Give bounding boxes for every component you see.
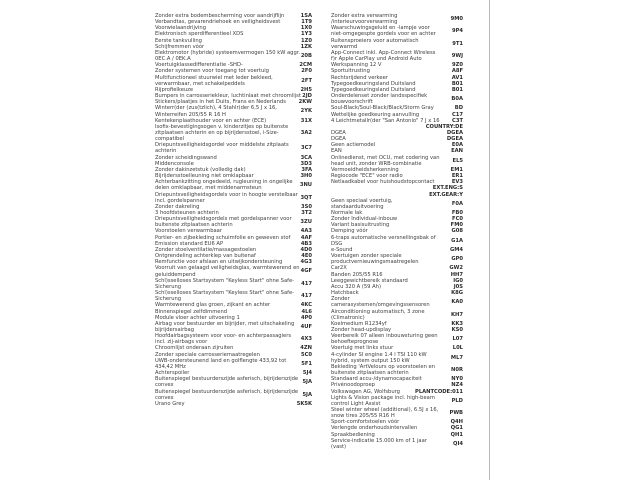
equipment-description: Zonder extra bodembescherming voor aandrijflijn bbox=[155, 13, 285, 19]
equipment-description: EAN bbox=[331, 148, 342, 155]
equipment-description: Zonder speciale carrosseriemaatregelen bbox=[155, 351, 260, 358]
equipment-code: 4L6 bbox=[301, 308, 312, 315]
equipment-description: Ontgrendeling achterklep van buitenaf bbox=[155, 253, 256, 260]
equipment-description: Geen actiemodel bbox=[331, 142, 376, 149]
equipment-code: G08 bbox=[451, 228, 463, 235]
equipment-code: 4B3 bbox=[300, 240, 312, 247]
equipment-code: 4X3 bbox=[300, 336, 312, 343]
equipment-code: 2JD bbox=[302, 93, 312, 100]
equipment-description: Volkswagen AG, Wolfsburg bbox=[331, 388, 400, 395]
equipment-description: Soul-Black/Soul-Black/Black/Storm Gray bbox=[331, 105, 434, 112]
equipment-code: N0R bbox=[451, 366, 463, 373]
equipment-description: Leeggewichtbereik standaard bbox=[331, 277, 408, 284]
equipment-description: Koelmedium R1234yf bbox=[331, 320, 387, 327]
equipment-code: 3D3 bbox=[300, 160, 312, 167]
equipment-description: Bumpers in carrosseriekleur, luchtinlaat met chroomlijst bbox=[155, 93, 301, 100]
equipment-code: 4AF bbox=[300, 234, 312, 241]
equipment-description: Ruitensproeiers voor automatisch verwarmd bbox=[331, 37, 419, 50]
equipment-description: Kentekenplaathouder voor en achter (ECE) bbox=[155, 117, 267, 124]
equipment-code: 2F0 bbox=[301, 68, 312, 75]
equipment-code: 3S0 bbox=[301, 203, 312, 210]
equipment-row bbox=[155, 50, 312, 62]
equipment-description: Buitenspiegel bestuurderszijde asferisch, bijrijderszijde convex bbox=[155, 376, 299, 389]
equipment-code: 5F1 bbox=[301, 360, 312, 367]
equipment-code: 4ZN bbox=[300, 345, 312, 352]
equipment-row bbox=[331, 93, 463, 105]
equipment-description: Onderdelenset zonder landsspecifiek bouwvoorschrift bbox=[331, 93, 428, 106]
equipment-description: Werkspanning 12 V bbox=[331, 62, 382, 69]
equipment-description: Voorstoelen verwarmbaar bbox=[155, 228, 222, 235]
equipment-code: 9WJ bbox=[451, 53, 463, 60]
equipment-description: Veerbereik 07 alleen inbouwsturing geen behoefteprognose bbox=[331, 333, 438, 346]
equipment-description: Driepuntsveiligheidsgordels voor in hoogte verstelbaar incl. gordelspanner bbox=[155, 191, 298, 204]
equipment-row bbox=[331, 296, 463, 308]
equipment-row bbox=[155, 179, 312, 191]
equipment-row bbox=[331, 333, 463, 345]
equipment-row bbox=[155, 389, 312, 401]
equipment-description: Regiocode "ECE" voor radio bbox=[331, 173, 403, 180]
equipment-description: Warmtewerend glas groen, zijkant en achter bbox=[155, 302, 271, 309]
equipment-code: 9M0 bbox=[450, 16, 463, 23]
equipment-row bbox=[331, 352, 463, 364]
equipment-code: DGEA bbox=[446, 136, 463, 143]
equipment-row bbox=[155, 265, 312, 277]
equipment-description: 6-traps automatische versnellingsbak of DSG bbox=[331, 234, 436, 247]
equipment-description: Hoofdairbagsysteem voor voor- en achterpassagiers incl. zij-airbags voor bbox=[155, 333, 292, 346]
equipment-description: Car2X bbox=[331, 265, 347, 272]
equipment-code: B01 bbox=[451, 80, 463, 87]
equipment-row bbox=[331, 364, 463, 376]
equipment-description: Banden 205/55 R16 bbox=[331, 271, 383, 278]
equipment-code: KS0 bbox=[451, 326, 463, 333]
equipment-row bbox=[331, 155, 463, 167]
equipment-code: 1Y3 bbox=[301, 31, 312, 38]
equipment-code: PLANTCODE:011 bbox=[415, 388, 463, 395]
equipment-description: DGEA bbox=[331, 129, 346, 136]
equipment-code: IG0 bbox=[453, 277, 463, 284]
equipment-code: 4A3 bbox=[300, 228, 312, 235]
equipment-description: Voertuig met links stuur bbox=[331, 345, 394, 352]
equipment-row bbox=[155, 401, 312, 407]
equipment-code: 4D0 bbox=[300, 246, 312, 253]
equipment-code: 1T9 bbox=[301, 19, 312, 26]
equipment-code: EV3 bbox=[451, 179, 463, 186]
equipment-row bbox=[155, 124, 312, 142]
equipment-description: Service-indicatie 15.000 km of 1 jaar (vast) bbox=[331, 437, 427, 450]
equipment-row bbox=[155, 216, 312, 228]
equipment-code: 3A2 bbox=[300, 129, 312, 136]
equipment-code: DGEA bbox=[446, 129, 463, 136]
equipment-description: Onlinedienst, met OCU, met codering van head unit, zonder WRB-combinatie bbox=[331, 154, 440, 167]
equipment-code: FC0 bbox=[452, 216, 463, 223]
equipment-description: Normale lak bbox=[331, 210, 363, 216]
equipment-code: 1X0 bbox=[300, 25, 312, 32]
equipment-row bbox=[331, 395, 463, 407]
equipment-row bbox=[155, 333, 312, 345]
equipment-description: Demping vóór bbox=[331, 228, 368, 235]
equipment-description: Winterr(der (zus(tzlich), 4 Stahlr(der 6,5 J x 16, Winterreifen 205/55 R 16 H bbox=[155, 105, 277, 118]
equipment-code: 20B bbox=[300, 53, 312, 60]
equipment-code: PWB bbox=[449, 410, 463, 417]
equipment-code: 2H5 bbox=[300, 86, 312, 93]
equipment-code: ER1 bbox=[451, 173, 463, 180]
equipment-code: GM4 bbox=[449, 246, 463, 253]
equipment-description: 4-cylinder SI engine 1.4 l TSI 110 kW hybrid, system output 150 kW bbox=[331, 351, 427, 364]
equipment-code: C3T bbox=[452, 117, 463, 124]
equipment-code: 4E0 bbox=[301, 253, 312, 260]
equipment-code: EAN bbox=[451, 148, 463, 155]
equipment-code: ML7 bbox=[450, 354, 463, 361]
equipment-row bbox=[331, 50, 463, 62]
equipment-row bbox=[155, 376, 312, 388]
equipment-code: PLD bbox=[451, 397, 463, 404]
equipment-code: 31X bbox=[300, 117, 312, 124]
equipment-code: AV1 bbox=[451, 74, 463, 81]
equipment-description: Zonder head-updisplay bbox=[331, 326, 392, 333]
equipment-code: 5JA bbox=[302, 379, 312, 386]
equipment-description: Bijrijdersstoelleuning niet omklapbaar bbox=[155, 173, 254, 180]
equipment-row bbox=[331, 38, 463, 50]
equipment-description: Binnenspiegel zelfdimmend bbox=[155, 308, 228, 315]
equipment-code: G1A bbox=[451, 237, 463, 244]
equipment-description: Typegoedkeuringsland Duitsland bbox=[331, 80, 416, 87]
equipment-code: 3T2 bbox=[301, 210, 312, 216]
equipment-description: Voertuigen zonder speciale productvernieuwingsmaatregelen bbox=[331, 253, 419, 266]
equipment-code: 3NU bbox=[299, 182, 312, 189]
equipment-row bbox=[155, 278, 312, 290]
equipment-description: e-Sound bbox=[331, 246, 353, 253]
equipment-row bbox=[331, 407, 463, 419]
equipment-code: F0A bbox=[451, 200, 463, 207]
equipment-description: Middenconsole bbox=[155, 160, 194, 167]
equipment-row bbox=[331, 235, 463, 247]
equipment-code: 3QT bbox=[300, 194, 312, 201]
equipment-description: Zonder dakreling bbox=[155, 203, 200, 210]
equipment-code: E0A bbox=[451, 142, 463, 149]
equipment-description: Zonder camerasystemen/omgevingssensoren bbox=[331, 296, 430, 309]
equipment-description: Lights & Vision package incl. high-beam control Light Assist bbox=[331, 394, 435, 407]
equipment-row bbox=[331, 438, 463, 450]
equipment-description: Schl)sselloses Startsystem "Keyless Start" ohne Safe-Sicherung bbox=[155, 290, 295, 303]
equipment-code: B01 bbox=[451, 86, 463, 93]
equipment-code: Q4H bbox=[450, 419, 463, 426]
equipment-code: 417 bbox=[301, 280, 312, 287]
equipment-code: A8F bbox=[451, 68, 463, 75]
equipment-code: 5K5K bbox=[296, 400, 312, 407]
equipment-description: Verlengde onderhoudsintervallen bbox=[331, 425, 418, 432]
equipment-row bbox=[155, 142, 312, 154]
equipment-description: Portier- en zijbekleding schuimfolie en geweven stof bbox=[155, 234, 291, 241]
equipment-description: Waarschuwingsgeluid en -lampje voor niet-omgegespte gordels voor en achter bbox=[331, 25, 436, 38]
equipment-code: NZ4 bbox=[451, 382, 463, 389]
equipment-code: 4P0 bbox=[300, 314, 312, 321]
equipment-description: DGEA bbox=[331, 136, 346, 143]
equipment-code: FM0 bbox=[450, 222, 463, 229]
equipment-code: 4UF bbox=[300, 323, 312, 330]
equipment-code: L0L bbox=[452, 345, 463, 352]
equipment-description: Geen speciaal voertuig, standaarduitvoering bbox=[331, 197, 393, 210]
equipment-description: Zonder extra verwarming /interieurvoorverwarming bbox=[331, 13, 398, 26]
page-divider bbox=[489, 0, 490, 480]
equipment-row bbox=[331, 253, 463, 265]
equipment-code: QH1 bbox=[450, 431, 463, 438]
equipment-description: Isofix-bevestigingsogen v. kinderzitjes op buitenste zitplaatsen achterin en op bijrijdersstoel, i-Size-compatibel bbox=[155, 123, 289, 143]
equipment-description: Voertuigklassedifferentiatie -SHD- bbox=[155, 62, 243, 69]
equipment-code: 5J4 bbox=[302, 370, 312, 377]
equipment-description: Buitenspiegel bestuurderszijde asferisch, bijrijderszijde convex bbox=[155, 388, 299, 401]
equipment-code: QG1 bbox=[450, 425, 463, 432]
equipment-code: EXT.ENG:S bbox=[432, 185, 463, 192]
equipment-description: Bekleding 'ArtVelours op voorstoelen en buitenste zitplaatsen achterin bbox=[331, 363, 436, 377]
equipment-code: 9T1 bbox=[452, 40, 463, 47]
equipment-code: 4GF bbox=[300, 268, 312, 275]
equipment-description: Steel winter wheel (additional), 6.5J x 16, snow tires 205/55 R16 H bbox=[331, 407, 439, 420]
equipment-description: Driepuntsveiligheidsgordels met gordelspanner voor buitenste zitplaatsen achterin bbox=[155, 216, 292, 229]
equipment-description: Spraakbediening bbox=[331, 431, 375, 438]
equipment-code: 4KC bbox=[300, 302, 312, 309]
equipment-description: Hatchback bbox=[331, 290, 359, 297]
equipment-code: 2KW bbox=[298, 99, 312, 106]
equipment-code: COUNTRY:DE bbox=[425, 123, 463, 130]
equipment-description: Airbag voor bestuurder en bijrijder, met uitschakeling bijrijdersairbag bbox=[155, 320, 295, 333]
equipment-code: 3ZU bbox=[300, 219, 312, 226]
equipment-code: 5JA bbox=[302, 391, 312, 398]
equipment-description: Driepuntsveiligheidsgordel voor middelste zitplaats achterin bbox=[155, 142, 289, 155]
equipment-column-left bbox=[155, 13, 312, 407]
equipment-description: 4 Leichtmetallr(der "San Antonio" 7 J x 16 bbox=[331, 117, 440, 124]
equipment-description: Urano Grey bbox=[155, 400, 185, 407]
equipment-description: Schl)sselloses Startsystem "Keyless Start" ohne Safe-Sicherung bbox=[155, 277, 295, 290]
equipment-description: Elektronisch sperdifferentieel XDS bbox=[155, 31, 244, 38]
equipment-code: 1ZK bbox=[300, 43, 312, 50]
equipment-code: 4G3 bbox=[300, 259, 312, 266]
equipment-code: EM1 bbox=[450, 166, 463, 173]
equipment-row bbox=[155, 290, 312, 302]
equipment-description: Voorruit van gelaagd veiligheidsglas, warmtewerend en geluiddempend bbox=[155, 265, 300, 278]
equipment-code: HH7 bbox=[450, 271, 463, 278]
equipment-description: Privénoodoproep bbox=[331, 382, 375, 389]
equipment-description: Verbandtas, gevarendriehoek en veiligheidsvest bbox=[155, 19, 281, 26]
equipment-row bbox=[155, 192, 312, 204]
equipment-code: GP0 bbox=[451, 256, 463, 263]
equipment-description: Airconditioning automatisch, 3 zone (Climatronic) bbox=[331, 308, 425, 321]
equipment-description: 3 hoofdsteunen achterin bbox=[155, 210, 219, 216]
equipment-description: Emission standard EU6 AP bbox=[155, 240, 224, 247]
equipment-description: Variant basisuitrusting bbox=[331, 222, 390, 229]
equipment-code: 3C7 bbox=[300, 145, 312, 152]
equipment-description: Stickers/plaatjes in het Duits, Frans en Nederlands bbox=[155, 99, 286, 106]
equipment-row bbox=[331, 13, 463, 25]
equipment-description: Eerste tankvulling bbox=[155, 37, 202, 44]
equipment-description: Typegoedkeuringsland Duitsland bbox=[331, 86, 416, 93]
equipment-description: Schijfremmen vóór bbox=[155, 43, 205, 50]
equipment-code: 5C0 bbox=[300, 351, 312, 358]
equipment-code: FB0 bbox=[451, 210, 463, 216]
equipment-code: 2FT bbox=[301, 77, 312, 84]
equipment-code: KA0 bbox=[451, 299, 463, 306]
equipment-code: 2CM bbox=[299, 62, 312, 69]
equipment-description: Achterspoiler bbox=[155, 370, 190, 377]
equipment-code: 1SA bbox=[300, 13, 312, 19]
equipment-description: Rijprofielkeuze bbox=[155, 86, 194, 93]
equipment-description: Zonder scheidingswand bbox=[155, 154, 217, 161]
equipment-description: Sportuitrusting bbox=[331, 68, 370, 75]
equipment-description: Rechtsrijdend verkeer bbox=[331, 74, 388, 81]
equipment-description: Voorwielaandrijving bbox=[155, 25, 206, 32]
equipment-row bbox=[331, 309, 463, 321]
equipment-code: J0S bbox=[453, 283, 463, 290]
equipment-row bbox=[331, 198, 463, 210]
equipment-code: 1Z0 bbox=[301, 37, 312, 44]
equipment-description: Accu 320 A (59 Ah) bbox=[331, 283, 381, 290]
equipment-description: Zonder dakinzetstuk (volledig dak) bbox=[155, 166, 246, 173]
equipment-code: 9P4 bbox=[451, 28, 463, 35]
equipment-description: Netlaadkabel voor huishoudstopcontact bbox=[331, 179, 435, 186]
equipment-code: GW2 bbox=[449, 265, 463, 272]
equipment-description: Zonder systemen voor toegang tot voertuig bbox=[155, 68, 269, 75]
equipment-description: Module vloer achter uitvoering 1 bbox=[155, 314, 240, 321]
equipment-code: EL5 bbox=[452, 157, 463, 164]
equipment-row bbox=[155, 358, 312, 370]
equipment-description: Vermoeidheidsherkenning bbox=[331, 166, 399, 173]
equipment-row bbox=[155, 321, 312, 333]
equipment-description: UWB-ondersteunend land en golflengte 433,92 tot 434,42 MHz bbox=[155, 357, 287, 370]
equipment-description: Multifunctioneel stuurwiel met leder bekleed, verwarmbaar, met schakelpeddels bbox=[155, 74, 273, 87]
equipment-description: Elektromotor (hybride) systeemvermogen 150 kW aggr. 0EC.A / 0EK.A bbox=[155, 49, 301, 63]
equipment-code: C17 bbox=[451, 111, 463, 118]
equipment-code: 9Z0 bbox=[452, 62, 463, 69]
equipment-code: EXT.GEAR:Y bbox=[429, 191, 463, 198]
equipment-code: KK3 bbox=[451, 320, 463, 327]
equipment-code: B0A bbox=[451, 96, 463, 103]
equipment-column-right bbox=[331, 13, 463, 450]
equipment-code: K8G bbox=[451, 290, 463, 297]
equipment-code: 3CA bbox=[300, 154, 312, 161]
equipment-code: 3FA bbox=[301, 166, 312, 173]
equipment-code: NY0 bbox=[451, 376, 463, 383]
equipment-description: Remfunctie voor afslaan en uitwijkondersteuning bbox=[155, 259, 283, 266]
equipment-description: Zonder Individual-inbouw bbox=[331, 216, 398, 223]
equipment-description: Standaard accu-/dynamocapaciteit bbox=[331, 376, 422, 383]
equipment-code: 417 bbox=[301, 293, 312, 300]
equipment-code: L07 bbox=[452, 336, 463, 343]
equipment-code: QI4 bbox=[453, 440, 463, 447]
equipment-code: BD bbox=[454, 105, 463, 112]
equipment-row bbox=[331, 25, 463, 37]
equipment-description: Wettelijke goedkeuring aanvulling bbox=[331, 111, 420, 118]
equipment-row bbox=[155, 105, 312, 117]
equipment-code: 2YK bbox=[300, 108, 312, 115]
equipment-description: Sport-comfortstoelen vóór bbox=[331, 419, 400, 426]
equipment-description: Chroomlijst onderaan zijruiten bbox=[155, 345, 234, 352]
equipment-description: App-Connect inkl. App-Connect Wireless f)r Apple CarPlay und Android Auto bbox=[331, 49, 436, 63]
equipment-row bbox=[155, 75, 312, 87]
equipment-description: Achterbankzitting ongedeeld, rugleuning in ongelijke delen omklapbaar, met middenarmsteun bbox=[155, 179, 293, 192]
equipment-description: Zonder stoelventilatie/massagestoelen bbox=[155, 246, 257, 253]
equipment-code: KH7 bbox=[451, 311, 463, 318]
equipment-code: 3H0 bbox=[300, 173, 312, 180]
